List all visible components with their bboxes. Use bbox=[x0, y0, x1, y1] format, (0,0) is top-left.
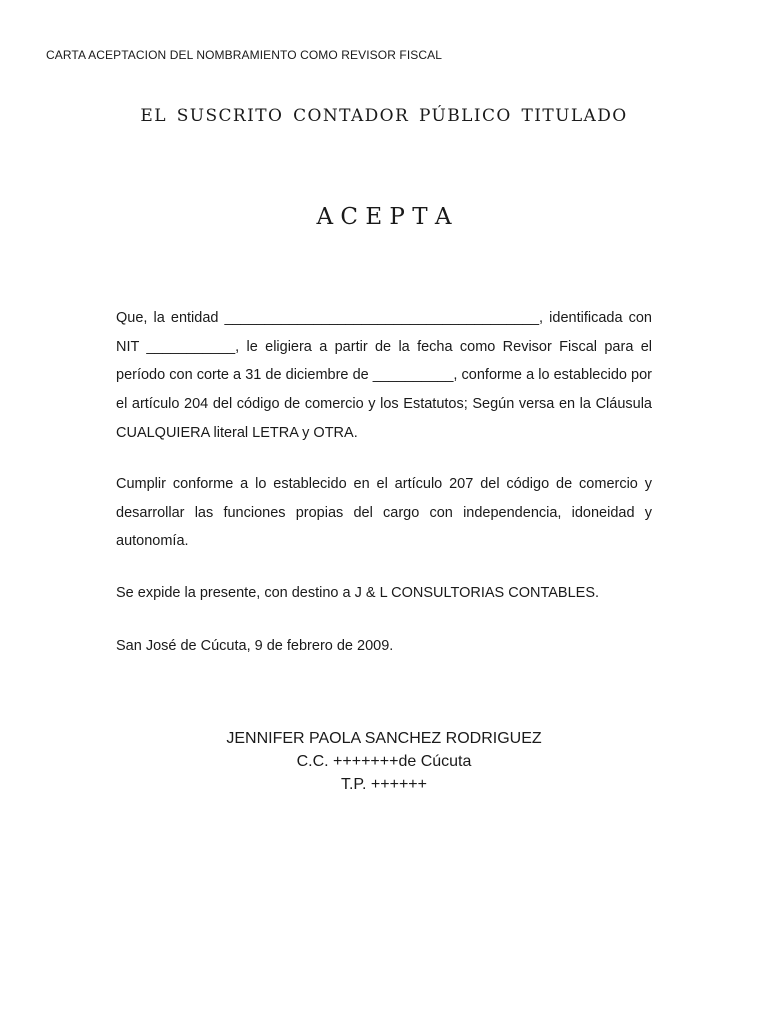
document-header-title: CARTA ACEPTACION DEL NOMBRAMIENTO COMO REVISOR FISCAL bbox=[46, 48, 443, 62]
date-line bbox=[116, 632, 652, 661]
body-paragraph-2 bbox=[116, 470, 652, 556]
subject-heading: EL SUSCRITO CONTADOR PÚBLICO TITULADO bbox=[140, 106, 628, 126]
acepta-heading: A C E P T A bbox=[316, 204, 452, 230]
signer-id: C.C. +++++++de Cúcuta bbox=[296, 753, 472, 770]
signer-name: JENNIFER PAOLA SANCHEZ RODRIGUEZ bbox=[226, 730, 542, 747]
signature-block bbox=[0, 727, 768, 796]
paragraph-text: Que, la entidad _______________________________________, identificada con NIT ___________, le eligiera a partir de la fecha como Revisor Fiscal para el período con corte a 31 de diciembre de __________, conforme a lo establecido por el artículo 204 del código de comercio y los Estatutos; Según versa en la Cláusula CUALQUIERA literal LETRA y OTRA. bbox=[116, 310, 652, 441]
body-paragraph-3 bbox=[116, 579, 652, 608]
body-paragraph-1 bbox=[116, 304, 652, 448]
signer-tp: T.P. ++++++ bbox=[340, 776, 427, 793]
paragraph-text: Cumplir conforme a lo establecido en el artículo 207 del código de comercio y desarrollar las funciones propias del cargo con independencia, idoneidad y autonomía. bbox=[116, 476, 652, 550]
paragraph-text: San José de Cúcuta, 9 de febrero de 2009. bbox=[116, 638, 394, 654]
paragraph-text: Se expide la presente, con destino a J & L CONSULTORIAS CONTABLES. bbox=[116, 585, 600, 601]
